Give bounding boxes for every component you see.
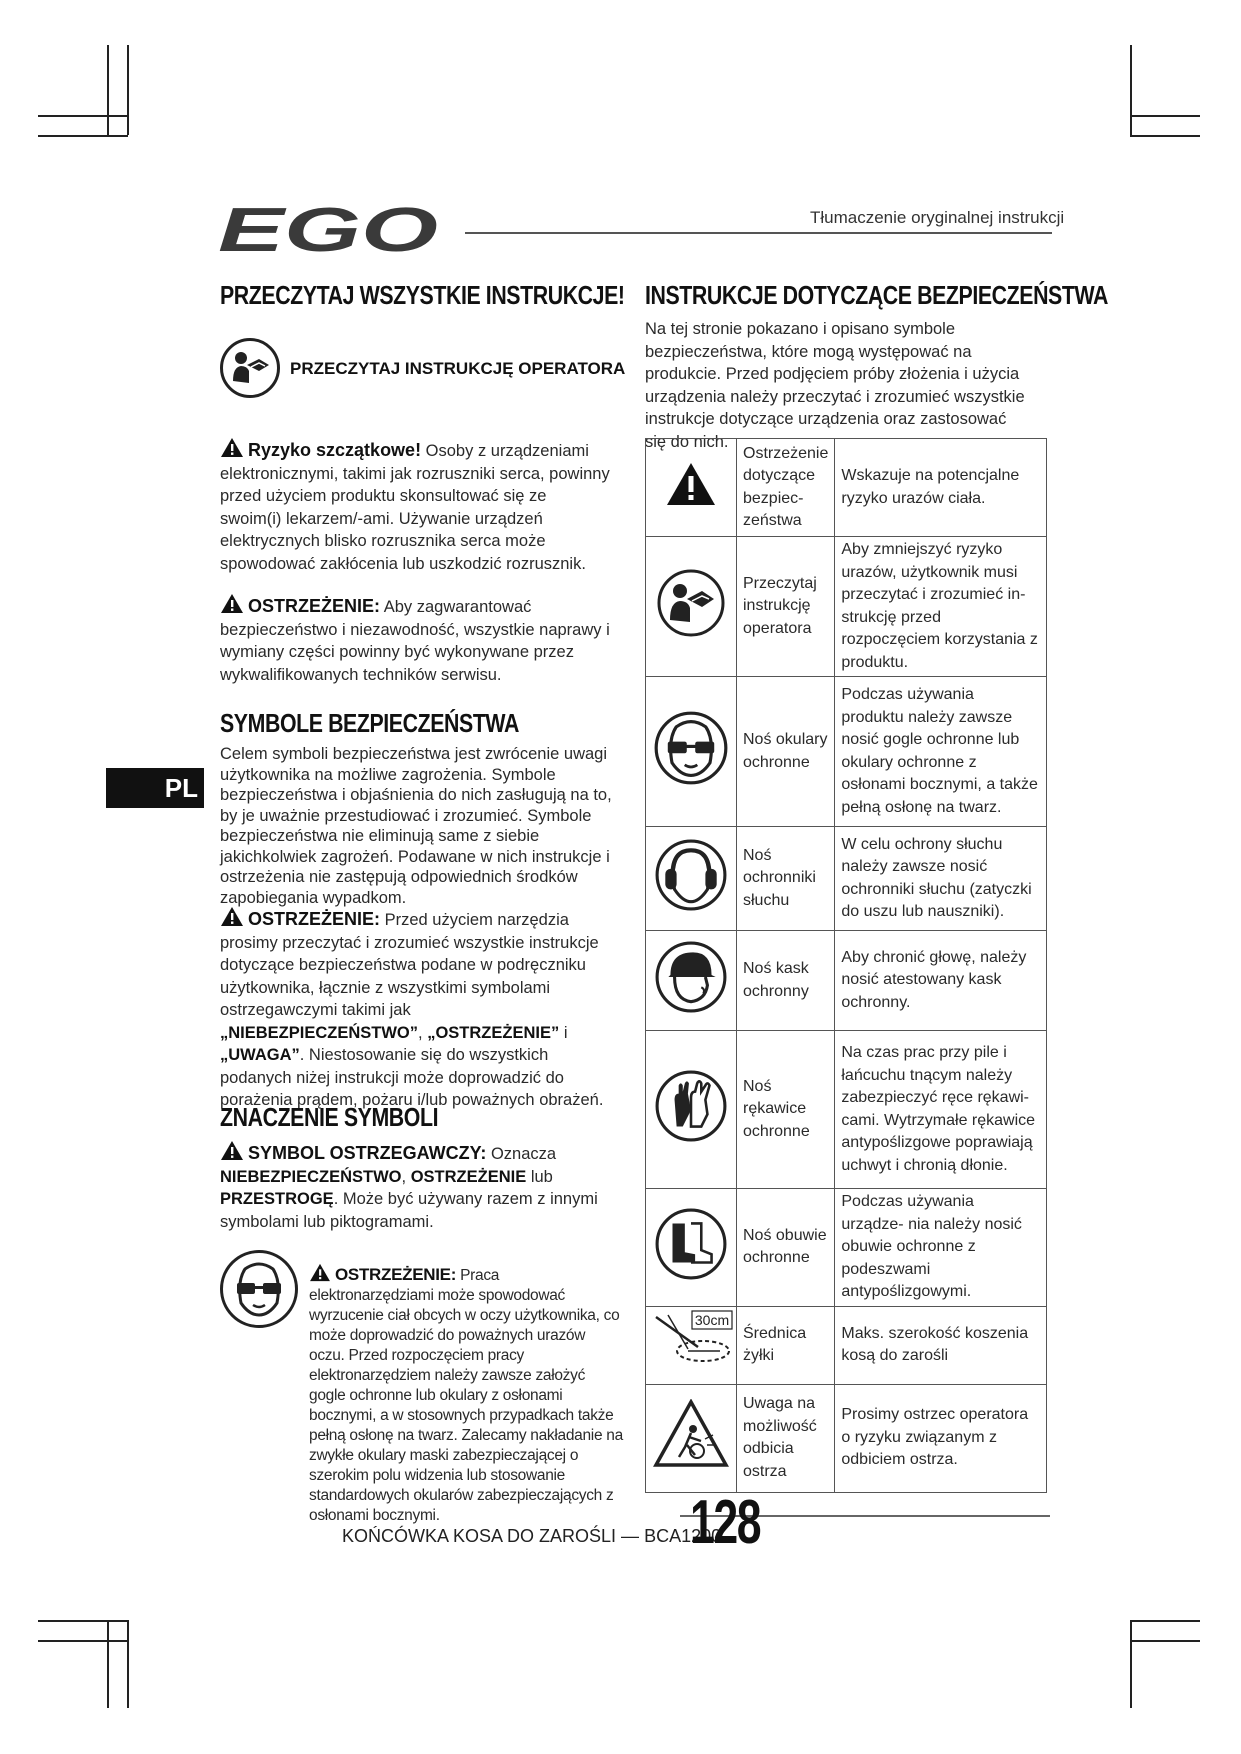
crop-mark <box>127 1620 129 1708</box>
gloves-icon <box>654 1069 728 1143</box>
warning-read-paragraph: OSTRZEŻENIE: Przed użyciem narzędzia prosimy przeczytać i zrozumieć wszystkie instrukcje dotyczące bezpieczeństwa podane w podręczniku użytkownika, łącznie z wszystkimi symbolami ostrzegawczymi takimi jak „NIEBEZPIECZEŃSTWO”, „OSTRZEŻENIE” i „UWAGA”. Niestosowanie się do wszystkich podanych niżej instrukcji może doprowadzić do porażenia prądem, pożaru i/lub poważnych obrażeń. <box>220 906 615 1112</box>
symbol-description: Podczas używania produktu należy zawsze nosić gogle ochronne lub okulary ochronne z osłonami bocznymi, a także pełną osłonę na twarz. <box>835 677 1047 827</box>
warning-triangle-icon <box>220 593 244 614</box>
symbols-table <box>645 438 1047 1493</box>
symbol-description: Maks. szerokość koszenia kosą do zarośli <box>835 1306 1047 1384</box>
warning-triangle-icon <box>220 437 244 458</box>
boots-icon <box>654 1207 728 1281</box>
table-row <box>646 827 1047 931</box>
symbol-description: Podczas używania urządze- nia należy nosić obuwie ochronne z podeszwami antypoślizgowymi. <box>835 1189 1047 1307</box>
header-rule <box>465 232 1052 234</box>
eye-warning-paragraph: OSTRZEŻENIE: Praca elektronarzędziami może spowodować wyrzucenie ciał obcych w oczy użytkownika, co może doprowadzić do poważnych urazów oczu. Przed rozpoczęciem pracy elektronarzędziem należy zawsze założyć gogle ochronne lub okulary z osłonami bocznymi, a w stosownych przypadkach także pełną osłonę na twarz. Zalecamy nakładanie na zwykłe okulary maski zabezpieczającej o szerokim polu widzenia lub stosowanie standardowych okularów zabezpieczających z osłonami bocznymi. <box>309 1265 623 1524</box>
svg-text:EGO: EGO <box>218 205 438 255</box>
symbol-name: Noś rękawice ochronne <box>737 1031 835 1189</box>
safety-symbols-paragraph: Celem symboli bezpieczeństwa jest zwrócenie uwagi użytkownika na możliwe zagrożenia. Symbole bezpieczeństwa i objaśnienia do nich zasługują na to, by je uważnie przestudiować i zrozumieć. Symbole bezpieczeństwa nie eliminują same z siebie jakichkolwiek zagrożeń. Podawane w nich instrukcje i ostrzeżenia nie zastępują odpowiednich środków zapobiegania wypadkom. <box>220 745 612 907</box>
warning-triangle-icon <box>665 461 717 507</box>
meaning-title: ZNACZENIE SYMBOLI <box>220 1102 439 1132</box>
safety-instructions-intro: Na tej stronie pokazano i opisano symbole bezpieczeństwa, które mogą występować na produkcie. Przed podjęciem próby złożenia i użycia urządzenia należy przeczytać i zrozumieć wszystkie instrukcje dotyczące urządzenia oraz zastosować się do nich. <box>645 320 1025 451</box>
table-row <box>646 1306 1047 1384</box>
ear-protection-icon <box>654 838 728 912</box>
crop-mark <box>1130 1620 1200 1622</box>
symbol-description: Wskazuje na potencjalne ryzyko urazów ciała. <box>835 439 1047 537</box>
warning-symbol-paragraph: SYMBOL OSTRZEGAWCZY: Oznacza NIEBEZPIECZEŃSTWO, OSTRZEŻENIE lub PRZESTROGĘ. Może być używany razem z innymi symbolami lub piktogramami. <box>220 1140 610 1233</box>
symbol-name: Noś obuwie ochronne <box>737 1189 835 1307</box>
symbol-description: Aby chronić głowę, należy nosić atestowany kask ochronny. <box>835 931 1047 1031</box>
translation-note: Tłumaczenie oryginalnej instrukcji <box>810 208 1065 227</box>
ego-logo <box>218 205 440 255</box>
read-operator-label: PRZECZYTAJ INSTRUKCJĘ OPERATORA <box>290 359 626 378</box>
footer-product: KOŃCÓWKA KOSA DO ZAROŚLI — BCA1200 <box>342 1526 722 1546</box>
warning-triangle-icon <box>220 906 244 927</box>
table-row <box>646 677 1047 827</box>
read-manual-icon <box>656 568 726 638</box>
symbol-name: Średnica żyłki <box>737 1306 835 1384</box>
crop-mark <box>1130 1620 1132 1708</box>
crop-mark <box>38 115 128 117</box>
crop-mark <box>38 1620 128 1622</box>
svg-text:30cm: 30cm <box>694 1312 730 1329</box>
warning-triangle-icon <box>309 1263 331 1282</box>
symbol-name: Noś ochronniki słuchu <box>737 827 835 931</box>
warning-repairs-paragraph: OSTRZEŻENIE: Aby zagwarantować bezpieczeństwo i niezawodność, wszystkie naprawy i wymiany części powinny być wykonywane przez wykwalifikowanych techników serwisu. <box>220 593 610 686</box>
crop-mark <box>1130 45 1132 135</box>
symbol-description: Prosimy ostrzec operatora o ryzyku związanym z odbiciem ostrza. <box>835 1384 1047 1492</box>
symbol-name: Noś okulary ochronne <box>737 677 835 827</box>
symbol-name: Noś kask ochronny <box>737 931 835 1031</box>
crop-mark <box>1130 115 1200 117</box>
residual-risk-paragraph: Ryzyko szczątkowe! Osoby z urządzeniami elektronicznymi, takimi jak rozruszniki serca, powinny przed użyciem produktu skonsultować się ze swoim(i) lekarzem/-ami. Używanie urządzeń elektrycznych blisko rozrusznika serca może spowodować zakłócenia lub uszkodzić rozrusznik. <box>220 437 610 575</box>
symbol-description: Na czas prac przy pile i łańcuchu tnącym należy zabezpieczyć ręce rękawi- cami. Wytrzymałe rękawice antypoślizgowe poprawiają uchwyt i chronią dłonie. <box>835 1031 1047 1189</box>
crop-mark <box>1130 135 1200 137</box>
read-all-title: PRZECZYTAJ WSZYSTKIE INSTRUKCJE! <box>220 280 625 310</box>
symbol-description: W celu ochrony słuchu należy zawsze nosić ochronniki słuchu (zatyczki do uszu lub nauszniki). <box>835 827 1047 931</box>
cutting-diameter-icon <box>648 1309 734 1373</box>
symbol-name: Ostrzeżenie dotyczące bezpiec- zeństwa <box>737 439 835 537</box>
safety-symbols-title: SYMBOLE BEZPIECZEŃSTWA <box>220 708 519 738</box>
table-row <box>646 537 1047 677</box>
symbol-description: Aby zmniejszyć ryzyko urazów, użytkownik musi przeczytać i zrozumieć in- strukcję przed rozpoczęciem korzystania z produktu. <box>835 537 1047 677</box>
safety-glasses-icon <box>653 710 729 786</box>
blade-thrust-icon <box>653 1399 729 1469</box>
warning-triangle-icon <box>220 1140 244 1161</box>
crop-mark <box>107 45 109 135</box>
table-row <box>646 1384 1047 1492</box>
read-manual-icon <box>220 338 280 398</box>
table-row <box>646 1031 1047 1189</box>
crop-mark <box>107 1620 109 1708</box>
crop-mark <box>38 135 128 137</box>
table-row <box>646 931 1047 1031</box>
table-row <box>646 1189 1047 1307</box>
crop-mark <box>127 45 129 135</box>
page-number: 128 <box>690 1488 761 1557</box>
crop-mark <box>38 1640 128 1642</box>
symbol-name: Przeczytaj instrukcję operatora <box>737 537 835 677</box>
symbol-name: Uwaga na możliwość odbicia ostrza <box>737 1384 835 1492</box>
safety-instructions-title: INSTRUKCJE DOTYCZĄCE BEZPIECZEŃSTWA <box>645 280 1109 310</box>
language-tab: PL <box>106 768 204 808</box>
crop-mark <box>1130 1640 1200 1642</box>
helmet-icon <box>654 940 728 1014</box>
safety-glasses-icon <box>220 1250 298 1328</box>
table-row <box>646 439 1047 537</box>
